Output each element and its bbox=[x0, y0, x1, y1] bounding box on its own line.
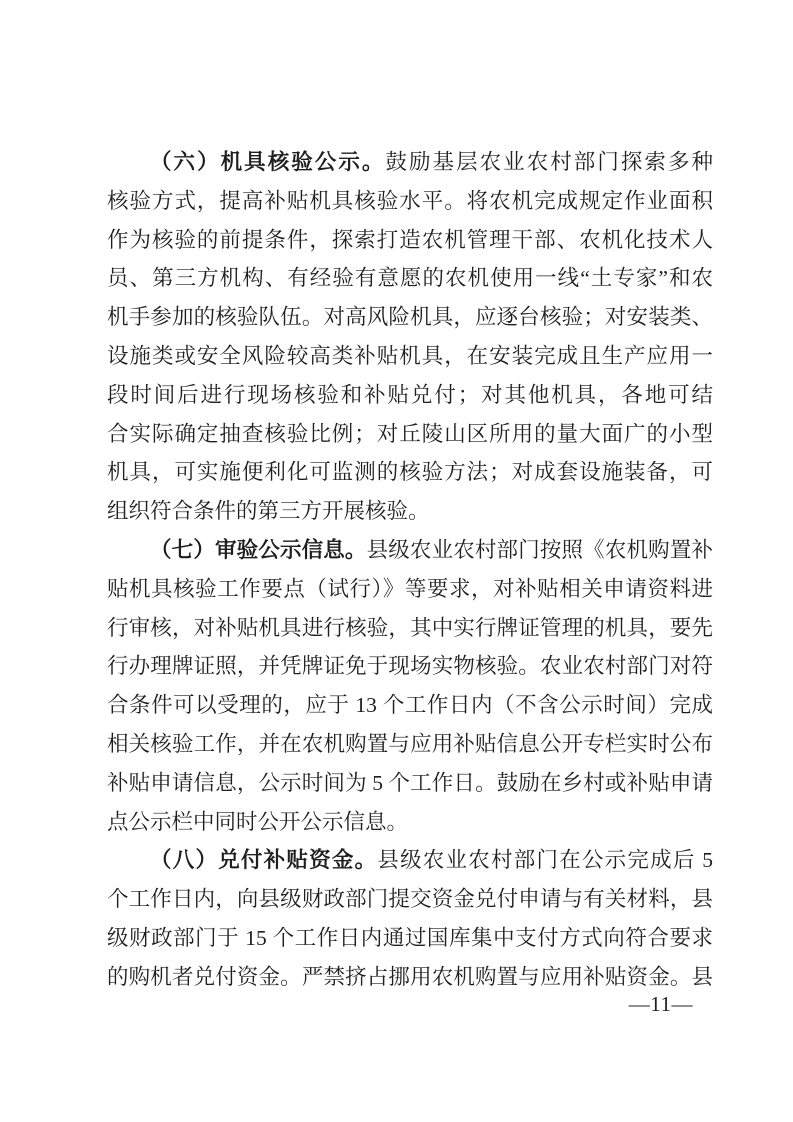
para-6-line-2: 核验方式，提高补贴机具核验水平。将农机完成规定作业面积 bbox=[107, 188, 713, 213]
para-6-line-5: 机手参加的核验队伍。对高风险机具，应逐台核验；对安装类、 bbox=[107, 305, 713, 330]
para-6-line-3: 作为核验的前提条件，探索打造农机管理干部、农机化技术人 bbox=[107, 227, 713, 252]
para-7-line-2: 贴机具核验工作要点（试行）》等要求，对补贴相关申请资料进 bbox=[107, 576, 713, 601]
para-6-line-7: 段时间后进行现场核验和补贴兑付；对其他机具，各地可结 bbox=[107, 382, 713, 407]
para-8-line-2: 个工作日内，向县级财政部门提交资金兑付申请与有关材料，县 bbox=[107, 887, 713, 912]
para-7-line-6: 相关核验工作，并在农机购置与应用补贴信息公开专栏实时公布 bbox=[107, 731, 713, 756]
para-7-line-1-text: 县级农业农村部门按照《农机购置补 bbox=[366, 537, 713, 562]
para-7-line-7: 补贴申请信息，公示时间为 5 个工作日。鼓励在乡村或补贴申请 bbox=[107, 770, 713, 795]
para-8-line-1-text: 县级农业农村部门在公示完成后 5 bbox=[377, 848, 713, 873]
para-8-heading: （八）兑付补贴资金。 bbox=[150, 848, 378, 873]
para-7-line-3: 行审核，对补贴机具进行核验，其中实行牌证管理的机具，要先 bbox=[107, 615, 713, 640]
text-block bbox=[107, 143, 713, 997]
para-7-line-1 bbox=[107, 531, 713, 570]
para-7-heading: （七）审验公示信息。 bbox=[150, 537, 367, 562]
para-7-line-4: 行办理牌证照，并凭牌证免于现场实物核验。农业农村部门对符 bbox=[107, 654, 713, 679]
para-6-heading: （六）机具核验公示。 bbox=[150, 150, 386, 174]
para-6-line-4: 员、第三方机构、有经验有意愿的农机使用一线“土专家”和农 bbox=[107, 266, 713, 291]
para-6-line-1 bbox=[107, 143, 713, 182]
para-6-line-10: 组织符合条件的第三方开展核验。 bbox=[107, 499, 430, 524]
para-8-line-1 bbox=[107, 841, 713, 880]
page-number: —11— bbox=[628, 992, 693, 1016]
para-7-line-8: 点公示栏中同时公开公示信息。 bbox=[107, 809, 409, 834]
para-7-line-5: 合条件可以受理的，应于 13 个工作日内（不含公示时间）完成 bbox=[107, 693, 713, 718]
para-8-line-3: 级财政部门于 15 个工作日内通过国库集中支付方式向符合要求 bbox=[107, 925, 713, 950]
para-6-line-8: 合实际确定抽查核验比例；对丘陵山区所用的量大面广的小型 bbox=[107, 421, 713, 446]
para-6-line-6: 设施类或安全风险较高类补贴机具，在安装完成且生产应用一 bbox=[107, 343, 713, 368]
para-6-line-9: 机具，可实施便利化可监测的核验方法；对成套设施装备，可 bbox=[107, 460, 713, 485]
para-8-line-4: 的购机者兑付资金。严禁挤占挪用农机购置与应用补贴资金。县 bbox=[107, 964, 713, 989]
para-6-line-1-text: 鼓励基层农业农村部门探索多种 bbox=[385, 150, 713, 174]
